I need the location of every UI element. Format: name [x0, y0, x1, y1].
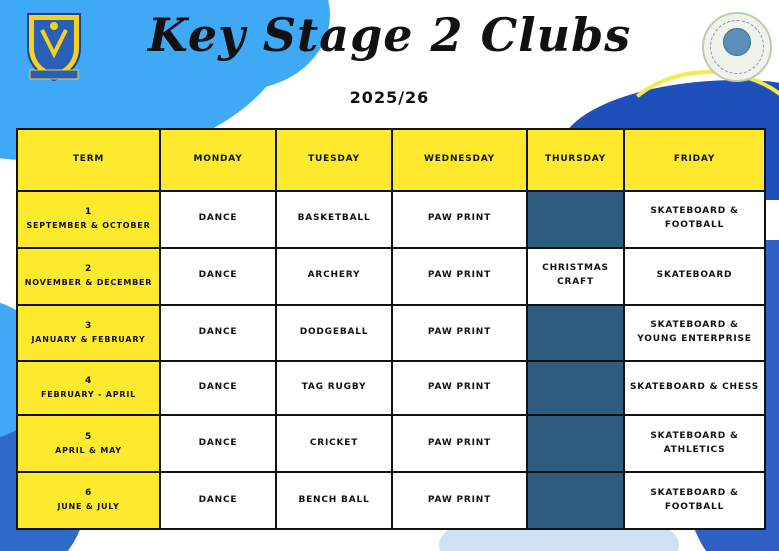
monday-cell: DANCE	[160, 305, 276, 362]
term-name: JANUARY & FEBRUARY	[31, 334, 146, 344]
wednesday-cell: PAW PRINT	[392, 248, 527, 305]
tuesday-cell: CRICKET	[276, 415, 392, 472]
term-cell	[17, 361, 160, 415]
table-row	[17, 415, 765, 472]
monday-cell: DANCE	[160, 248, 276, 305]
term-cell	[17, 472, 160, 529]
thursday-cell: CHRISTMAS CRAFT	[527, 248, 624, 305]
thursday-cell	[527, 472, 624, 529]
thursday-cell	[527, 305, 624, 362]
header-monday: MONDAY	[160, 129, 276, 191]
header-term: TERM	[17, 129, 160, 191]
tuesday-cell: TAG RUGBY	[276, 361, 392, 415]
term-cell	[17, 191, 160, 248]
table-row	[17, 305, 765, 362]
wednesday-cell: PAW PRINT	[392, 191, 527, 248]
tuesday-cell: BASKETBALL	[276, 191, 392, 248]
term-number: 1	[84, 207, 93, 218]
term-name: FEBRUARY - APRIL	[40, 390, 137, 400]
monday-cell: DANCE	[160, 191, 276, 248]
wednesday-cell: PAW PRINT	[392, 415, 527, 472]
term-number: 4	[84, 376, 93, 387]
header-tuesday: TUESDAY	[276, 129, 392, 191]
term-number: 6	[84, 488, 93, 499]
term-number: 5	[84, 431, 93, 442]
page-title: Key Stage 2 Clubs	[147, 8, 632, 62]
header-friday: FRIDAY	[624, 129, 765, 191]
thursday-cell	[527, 361, 624, 415]
header-wednesday: WEDNESDAY	[392, 129, 527, 191]
wednesday-cell: PAW PRINT	[392, 361, 527, 415]
term-cell	[17, 415, 160, 472]
friday-cell: SKATEBOARD & CHESS	[624, 361, 765, 415]
wednesday-cell: PAW PRINT	[392, 305, 527, 362]
friday-cell: SKATEBOARD & ATHLETICS	[624, 415, 765, 472]
term-number: 2	[84, 263, 93, 274]
header-thursday: THURSDAY	[527, 129, 624, 191]
wednesday-cell: PAW PRINT	[392, 472, 527, 529]
thursday-cell	[527, 191, 624, 248]
term-name: SEPTEMBER & OCTOBER	[26, 221, 151, 231]
table-row	[17, 472, 765, 529]
term-name: JUNE & JULY	[57, 502, 120, 512]
friday-cell: SKATEBOARD & FOOTBALL	[624, 472, 765, 529]
thursday-cell	[527, 415, 624, 472]
term-name: APRIL & MAY	[55, 445, 122, 455]
tuesday-cell: BENCH BALL	[276, 472, 392, 529]
table-header-row	[17, 129, 765, 191]
friday-cell: SKATEBOARD & YOUNG ENTERPRISE	[624, 305, 765, 362]
table-row	[17, 191, 765, 248]
table-row	[17, 248, 765, 305]
monday-cell: DANCE	[160, 472, 276, 529]
monday-cell: DANCE	[160, 361, 276, 415]
school-year: 2025/26	[349, 88, 430, 107]
term-number: 3	[84, 320, 93, 331]
table-row	[17, 361, 765, 415]
term-cell	[17, 248, 160, 305]
tuesday-cell: DODGEBALL	[276, 305, 392, 362]
clubs-table	[16, 128, 766, 530]
friday-cell: SKATEBOARD & FOOTBALL	[624, 191, 765, 248]
term-name: NOVEMBER & DECEMBER	[24, 277, 153, 287]
term-cell	[17, 305, 160, 362]
friday-cell: SKATEBOARD	[624, 248, 765, 305]
monday-cell: DANCE	[160, 415, 276, 472]
tuesday-cell: ARCHERY	[276, 248, 392, 305]
